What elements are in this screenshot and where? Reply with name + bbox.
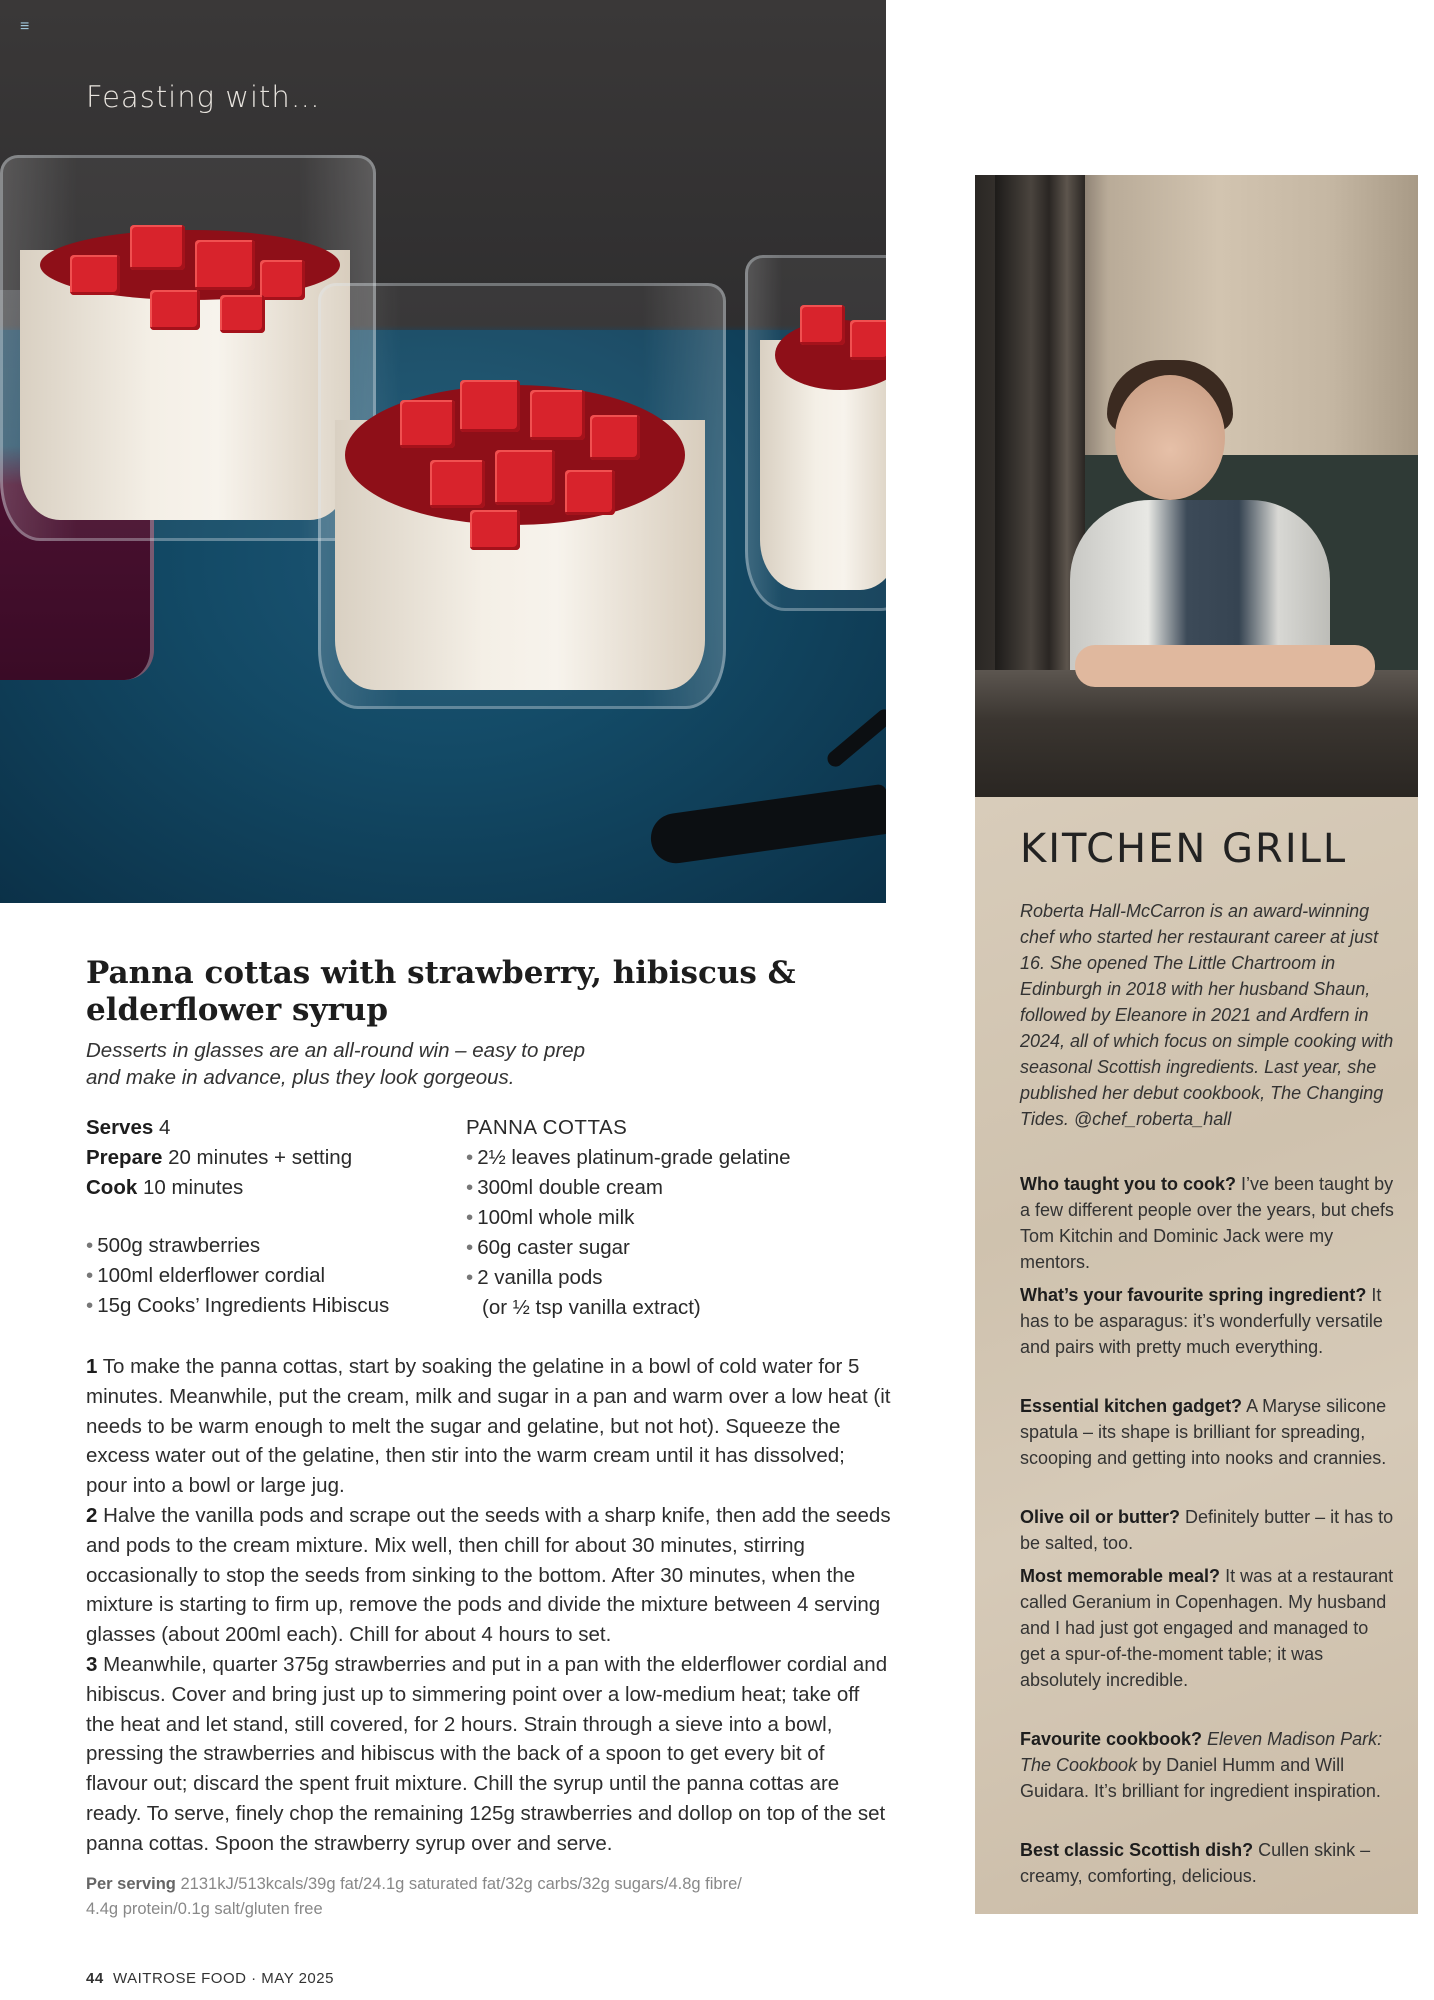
qa-item <box>1020 1563 1395 1693</box>
chef-face <box>1115 375 1225 500</box>
ingredients-list-panna <box>466 1143 866 1323</box>
nutrition-label: Per serving <box>86 1875 176 1893</box>
ingredient-text: 100ml whole milk <box>477 1206 635 1229</box>
cook-value: 10 minutes <box>142 1176 244 1199</box>
recipe-meta <box>86 1113 466 1203</box>
ingredient-item: • 100ml whole milk <box>466 1206 635 1229</box>
cook-row <box>86 1173 466 1203</box>
step-text: Meanwhile, quarter 375g strawberries and put in a pan with the elderflower cordial and hibiscus. Cover and bring just up to simmering point over a low-medium heat; take off the heat and let stand, still covered, for 2 hours. Strain through a sieve into a bowl, pressing the strawberries and hibiscus with the back of a spoon to get every bit of flavour out; discard the spent fruit mixture. Chill the syrup until the panna cottas are ready. To serve, finely chop the remaining 125g strawberries and dollop on top of the set panna cottas. Spoon the strawberry syrup over and serve. <box>86 1652 888 1855</box>
method-step <box>86 1650 891 1859</box>
ingredient-item: • 15g Cooks’ Ingredients Hibiscus <box>86 1294 390 1317</box>
sidebar-title: KITCHEN GRILL <box>1020 826 1348 872</box>
chef-bio: Roberta Hall-McCarron is an award-winning chef who started her restaurant career at just 16. She opened The Little Chartroom in Edinburgh in 2018 with her husband Shaun, followed by Eleanore in 2021 and Ardfern in 2024, all of which focus on simple cooking with seasonal Scottish ingredients. Last year, she published her debut cookbook, The Changing Tides. @chef_roberta_hall <box>1020 901 1394 1129</box>
serves-row <box>86 1113 466 1143</box>
question: Who taught you to cook? <box>1020 1174 1236 1194</box>
strawberry <box>850 320 886 360</box>
prepare-row <box>86 1143 466 1173</box>
answer: It was at a restaurant called Geranium in Copenhagen. My husband and I had just got engaged and managed to get a spur-of-the-moment table; it was absolutely incredible. <box>1020 1566 1394 1690</box>
strawberry <box>460 380 520 432</box>
standfirst-line-1: Desserts in glasses are an all-round win – easy to prep <box>86 1039 586 1062</box>
ingredient-item: • 100ml elderflower cordial <box>86 1264 326 1287</box>
ingredient-text: 15g Cooks’ Ingredients Hibiscus <box>97 1294 390 1317</box>
question: Essential kitchen gadget? <box>1020 1396 1243 1416</box>
ingredient-text: 300ml double cream <box>477 1176 663 1199</box>
ingredients-panna-cottas <box>466 1113 866 1323</box>
step-number: 2 <box>86 1503 98 1527</box>
strawberry <box>195 240 255 290</box>
strawberry <box>590 415 640 460</box>
step-text: To make the panna cottas, start by soaking the gelatine in a bowl of cold water for 5 minutes. Meanwhile, put the cream, milk and sugar in a pan and warm over a low heat (it needs to be warm enough to melt the sugar and gelatine, but not hot). Squeeze the excess water out of the gelatine, then stir into the warm cream until it has dissolved; pour into a bowl or large jug. <box>86 1355 891 1498</box>
nutrition-info <box>86 1872 846 1922</box>
strawberry <box>800 305 845 345</box>
strawberry <box>70 255 120 295</box>
serves-label: Serves <box>86 1116 154 1139</box>
ingredients-list-syrup <box>86 1231 466 1321</box>
strawberry <box>565 470 615 515</box>
ingredient-item: • 300ml double cream <box>466 1176 663 1199</box>
panna-cottas-heading: PANNA COTTAS <box>466 1116 628 1139</box>
qa-item <box>1020 1282 1395 1360</box>
ingredient-text: 2 vanilla pods <box>477 1266 603 1289</box>
page-number: 44 <box>86 1970 104 1987</box>
qa-item <box>1020 1393 1395 1471</box>
step-number: 1 <box>86 1355 98 1378</box>
qa-item <box>1020 1504 1395 1556</box>
ingredient-item: • 500g strawberries <box>86 1234 261 1257</box>
ingredient-item: • 60g caster sugar <box>466 1236 630 1259</box>
ingredient-item: • 2½ leaves platinum-grade gelatine <box>466 1146 791 1169</box>
answer: It has to be asparagus: it’s wonderfully versatile and pairs with pretty much everything. <box>1020 1285 1383 1357</box>
standfirst-line-2: and make in advance, plus they look gorgeous. <box>86 1066 515 1089</box>
menu-icon[interactable]: ≡ <box>20 18 30 35</box>
chef-arms <box>1075 645 1375 687</box>
strawberry <box>530 390 585 440</box>
recipe-title: Panna cottas with strawberry, hibiscus & elderflower syrup <box>86 955 796 1028</box>
prepare-label: Prepare <box>86 1146 163 1169</box>
qa-item <box>1020 1837 1395 1889</box>
question: Most memorable meal? <box>1020 1566 1221 1586</box>
answer: Cullen skink – creamy, comforting, delicious. <box>1020 1840 1371 1886</box>
ingredient-item: • 2 vanilla pods <box>466 1266 603 1289</box>
question: Best classic Scottish dish? <box>1020 1840 1254 1860</box>
qa-item <box>1020 1171 1395 1275</box>
strawberry <box>130 225 185 270</box>
answer: by Daniel Humm and Will Guidara. It’s brilliant for ingredient inspiration. <box>1020 1755 1381 1801</box>
publication-name: WAITROSE FOOD · MAY 2025 <box>113 1970 334 1987</box>
answer: A Maryse silicone spatula – its shape is brilliant for spreading, scooping and getting into nooks and crannies. <box>1020 1396 1387 1468</box>
question: Favourite cookbook? <box>1020 1729 1203 1749</box>
prepare-value: 20 minutes + setting <box>168 1146 353 1169</box>
nutrition-line-2: 4.4g protein/0.1g salt/gluten free <box>86 1900 323 1918</box>
chef-portrait <box>975 175 1418 797</box>
qa-item <box>1020 1726 1395 1804</box>
method-step <box>86 1352 891 1501</box>
step-number: 3 <box>86 1652 98 1676</box>
answer-book-title: Eleven Madison Park: The Cookbook <box>1020 1729 1383 1775</box>
strawberry <box>495 450 555 505</box>
strawberry <box>430 460 485 508</box>
wooden-table <box>975 670 1418 797</box>
ingredient-text: 60g caster sugar <box>477 1236 630 1259</box>
ingredient-text: 100ml elderflower cordial <box>97 1264 326 1287</box>
cook-label: Cook <box>86 1176 138 1199</box>
answer: Definitely butter – it has to be salted, too. <box>1020 1507 1394 1553</box>
strawberry <box>470 510 520 550</box>
recipe-method <box>86 1352 891 1859</box>
question: Olive oil or butter? <box>1020 1507 1181 1527</box>
step-text: Halve the vanilla pods and scrape out the seeds with a sharp knife, then add the seeds and pods to the cream mixture. Mix well, then chill for about 30 minutes, stirring occasionally to stop the seeds from sinking to the bottom. After 30 minutes, when the mixture is starting to firm up, remove the pods and divide the mixture between 4 serving glasses (about 200ml each). Chill for about 4 hours to set. <box>86 1503 891 1647</box>
strawberry <box>400 400 455 448</box>
strawberry <box>150 290 200 330</box>
ingredient-text: 500g strawberries <box>97 1234 261 1257</box>
strawberry <box>220 295 265 333</box>
page-footer <box>86 1970 334 1987</box>
method-step <box>86 1501 891 1650</box>
question: What’s your favourite spring ingredient? <box>1020 1285 1367 1305</box>
answer: I’ve been taught by a few different people over the years, but chefs Tom Kitchin and Dominic Jack were my mentors. <box>1020 1174 1394 1272</box>
ingredient-text: 2½ leaves platinum-grade gelatine <box>477 1146 791 1169</box>
ingredient-item-continued: (or ½ tsp vanilla extract) <box>482 1296 701 1319</box>
recipe-standfirst <box>86 1037 666 1091</box>
section-kicker: Feasting with… <box>86 80 321 114</box>
nutrition-line-1: 2131kJ/513kcals/39g fat/24.1g saturated fat/32g carbs/32g sugars/4.8g fibre/ <box>180 1875 742 1893</box>
serves-value: 4 <box>158 1116 171 1139</box>
strawberry <box>260 260 305 300</box>
hero-photo <box>0 0 886 903</box>
